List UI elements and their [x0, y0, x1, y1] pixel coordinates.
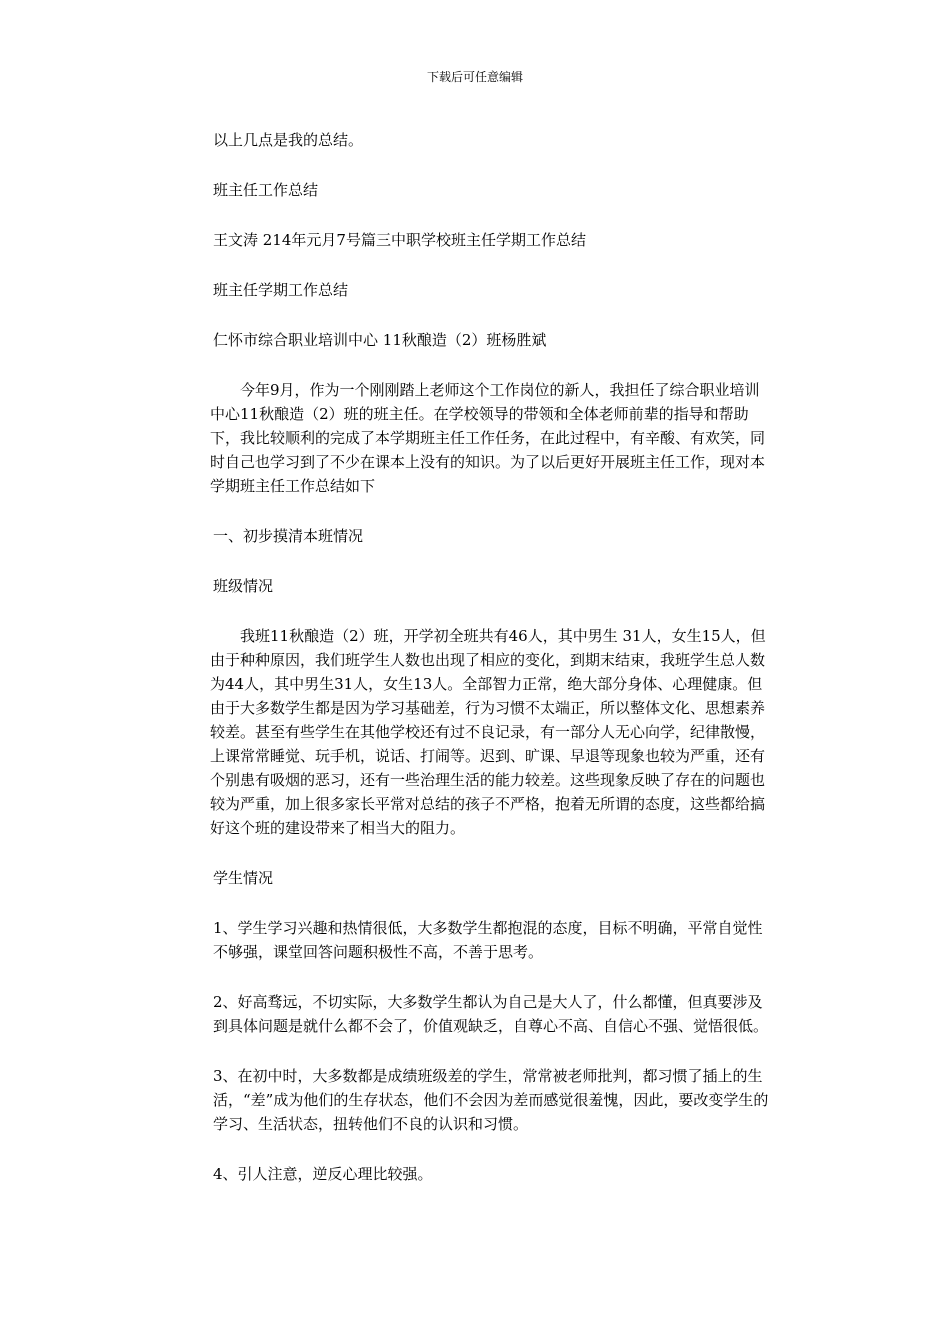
paragraph: 以上几点是我的总结。 — [213, 131, 364, 149]
document-body — [210, 128, 773, 1186]
paragraph: 今年9月，作为一个刚刚踏上老师这个工作岗位的新人，我担任了综合职业培训中心11秋酿造（2）班的班主任。在学校领导的带领和全体老师前辈的指导和帮助下，我比较顺利的完成了本学期班主任工作任务，在此过程中，有辛酸、有欢笑，同时自己也学习到了不少在课本上没有的知识。为了以后更好开展班主任工作，现对本学期班主任工作总结如下 — [210, 381, 766, 495]
list-item: 2、好高骛远，不切实际，大多数学生都认为自己是大人了，什么都懂，但真要涉及到具体问题是就什么都不会了，价值观缺乏，自尊心不高、自信心不强、觉悟很低。 — [213, 993, 769, 1035]
subsection-heading: 学生情况 — [213, 869, 274, 887]
list-item: 1、学生学习兴趣和热情很低，大多数学生都抱混的态度，目标不明确，平常自觉性不够强，课堂回答问题积极性不高，不善于思考。 — [213, 919, 763, 961]
section-heading: 一、初步摸清本班情况 — [213, 527, 364, 545]
page-header: 下载后可任意编辑 — [426, 70, 523, 84]
list-item: 3、在初中时，大多数都是成绩班级差的学生，常常被老师批判，都习惯了插上的生活，“差”成为他们的生存状态，他们不会因为差而感觉很羞愧，因此，要改变学生的学习、生活状态，扭转他们不良的认识和习惯。 — [213, 1067, 769, 1133]
list-item: 4、引人注意，逆反心理比较强。 — [213, 1165, 433, 1183]
author-line: 仁怀市综合职业培训中心 11秋酿造（2）班杨胜斌 — [213, 331, 547, 349]
document-title: 班主任学期工作总结 — [213, 281, 349, 299]
paragraph: 王文涛 214年元月7号篇三中职学校班主任学期工作总结 — [213, 231, 586, 249]
section-title: 班主任工作总结 — [213, 181, 319, 199]
subsection-heading: 班级情况 — [213, 577, 274, 595]
paragraph: 我班11秋酿造（2）班，开学初全班共有46人，其中男生 31人，女生15人，但由于种种原因，我们班学生人数也出现了相应的变化，到期末结束，我班学生总人数为44人，其中男生31人，女生13人。全部智力正常，绝大部分身体、心理健康。但由于大多数学生都是因为学习基础差，行为习惯不太端正，所以整体文化、思想素养较差。甚至有些学生在其他学校还有过不良记录，有一部分人无心向学，纪律散慢，上课常常睡觉、玩手机，说话、打闹等。迟到、旷课、早退等现象也较为严重，还有个别患有吸烟的恶习，还有一些治理生活的能力较差。这些现象反映了存在的问题也较为严重，加上很多家长平常对总结的孩子不严格，抱着无所谓的态度，这些都给搞好这个班的建设带来了相当大的阻力。 — [210, 627, 766, 837]
